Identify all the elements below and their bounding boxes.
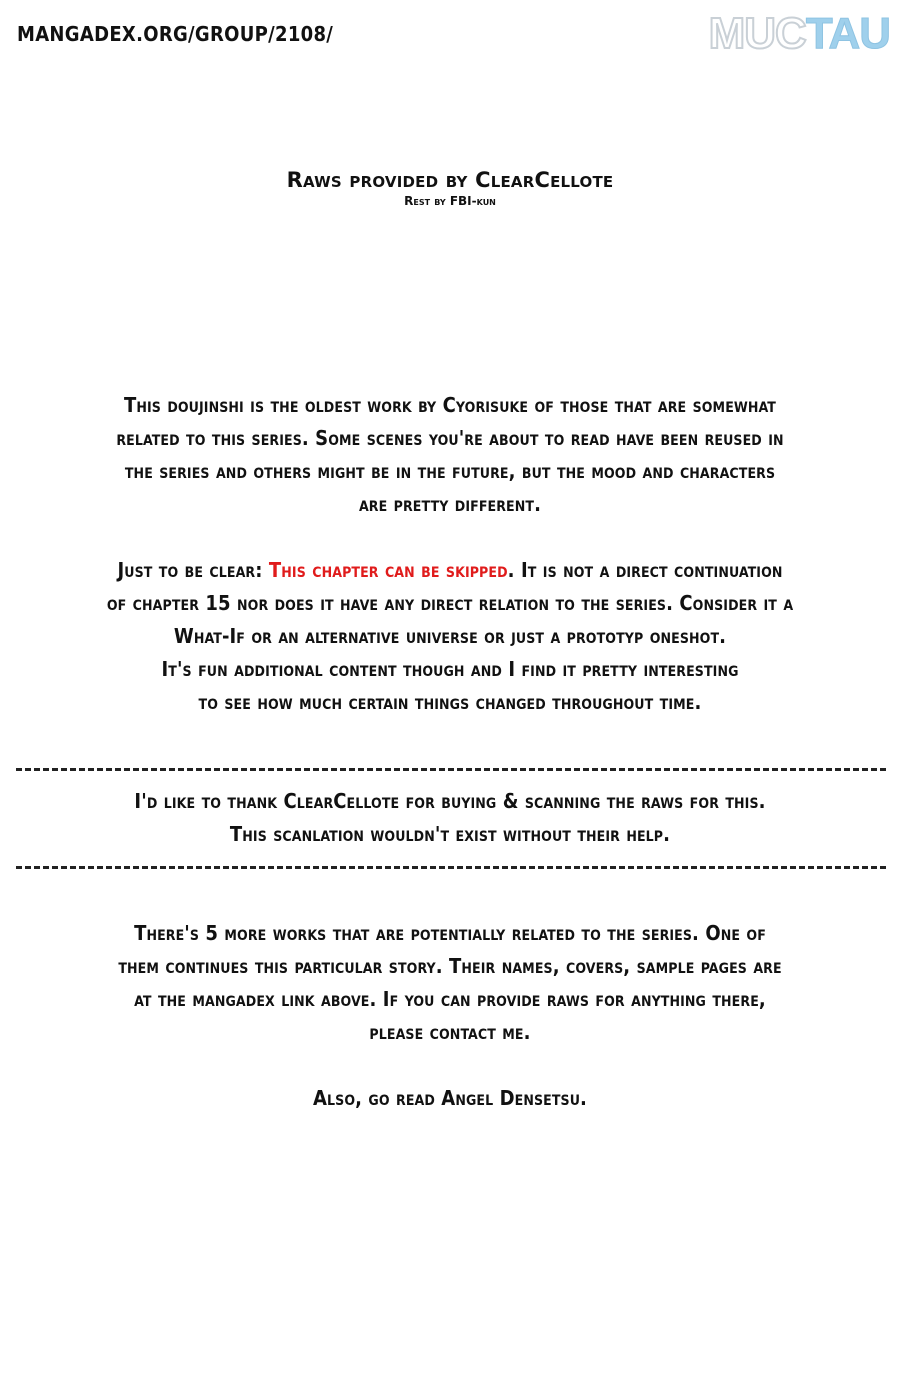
notice-line xyxy=(40,554,860,587)
site-watermark-logo xyxy=(708,9,890,58)
rest-credit: Rest by FBI-kun xyxy=(404,194,496,208)
credits-block xyxy=(0,168,900,208)
watermark-part-1: MUC xyxy=(708,9,806,58)
notice-line: of chapter 15 nor does it have any direct relation to the series. Consider it a xyxy=(106,591,794,615)
more-works-line: at the mangadex link above. If you can provide raws for anything there, xyxy=(134,987,766,1011)
raws-credit: Raws provided by ClearCellote xyxy=(286,168,614,192)
intro-line: the series and others might be in the future, but the mood and characters xyxy=(124,459,776,483)
intro-line: are pretty different. xyxy=(358,492,542,516)
watermark-part-2: TAU xyxy=(805,9,890,58)
thanks-paragraph xyxy=(40,785,860,851)
notice-prefix: Just to be clear: xyxy=(117,558,269,582)
more-works-line: them continues this particular story. Their names, covers, sample pages are xyxy=(118,954,782,978)
divider-bottom xyxy=(16,866,886,869)
intro-paragraph xyxy=(40,389,860,521)
group-url: MANGADEX.ORG/GROUP/2108/ xyxy=(17,22,334,46)
more-works-paragraph xyxy=(40,917,860,1049)
divider-top xyxy=(16,768,886,771)
notice-line: It's fun additional content though and I find it pretty interesting xyxy=(161,657,739,681)
closing-paragraph xyxy=(40,1082,860,1115)
notice-line: to see how much certain things changed throughout time. xyxy=(198,690,702,714)
notice-suffix: . It is not a direct continuation xyxy=(507,558,783,582)
more-works-line: please contact me. xyxy=(369,1020,531,1044)
closing-line: Also, go read Angel Densetsu. xyxy=(313,1086,587,1110)
notice-paragraph xyxy=(40,554,860,719)
skip-highlight: This chapter can be skipped xyxy=(268,558,508,582)
more-works-line: There's 5 more works that are potentially related to the series. One of xyxy=(134,921,766,945)
thanks-line: This scanlation wouldn't exist without their help. xyxy=(229,822,671,846)
notice-line: What-If or an alternative universe or just a prototyp oneshot. xyxy=(173,624,727,648)
intro-line: related to this series. Some scenes you're about to read have been reused in xyxy=(116,426,784,450)
thanks-line: I'd like to thank ClearCellote for buying & scanning the raws for this. xyxy=(134,789,766,813)
intro-line: This doujinshi is the oldest work by Cyorisuke of those that are somewhat xyxy=(123,393,776,417)
